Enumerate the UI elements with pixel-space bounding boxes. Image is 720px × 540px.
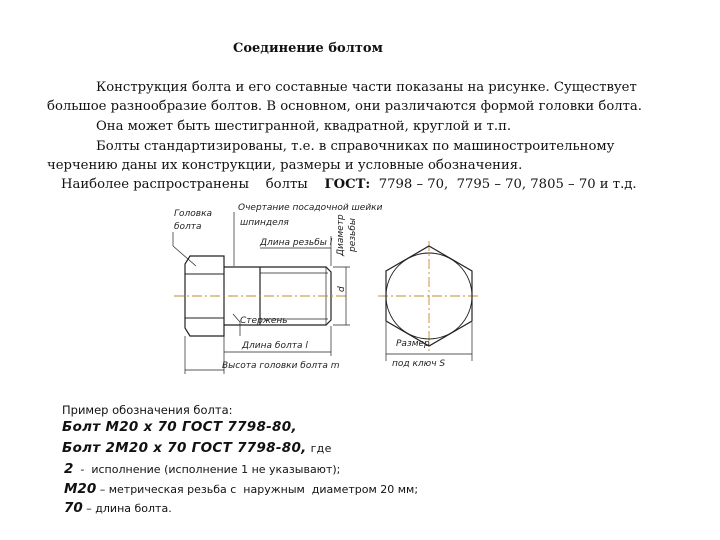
explanation-text: – метрическая резьба с наружным диаметром 20 мм;	[96, 483, 419, 496]
example-designation-2-code: Болт 2М20 х 70 ГОСТ 7798-80,	[62, 440, 307, 456]
label-wrench-1: Размер	[396, 339, 430, 349]
example-heading: Пример обозначения болта:	[62, 403, 233, 417]
bolt-drawing	[168, 196, 508, 386]
explanation-term: 70	[64, 500, 83, 516]
explanation-term: М20	[64, 481, 97, 497]
explanation-term: 2	[64, 461, 74, 477]
label-head-2: болта	[174, 222, 202, 232]
explanation-text: – длина болта.	[82, 502, 172, 515]
example-designation-1: Болт М20 х 70 ГОСТ 7798-80,	[62, 419, 297, 435]
label-d: d	[337, 286, 347, 292]
standards-numbers: 7798 – 70, 7795 – 70, 7805 – 70 и т.д.	[370, 177, 637, 192]
paragraph-line: большое разнообразие болтов. В основном, они различаются формой головки болта.	[47, 99, 642, 114]
explanation-line	[64, 500, 172, 516]
standards-line	[61, 177, 637, 192]
paragraph-line: Болты стандартизированы, т.е. в справочниках по машиностроительному	[96, 139, 615, 154]
label-head-1: Головка	[174, 209, 213, 219]
standards-prefix: Наиболее распространены болты	[61, 177, 325, 192]
explanation-line	[64, 461, 340, 477]
label-chamfer-2: шпинделя	[240, 218, 289, 228]
paragraph-line: Она может быть шестигранной, квадратной, круглой и т.п.	[96, 119, 512, 134]
label-shank: Стержень	[240, 316, 288, 326]
explanation-text: - исполнение (исполнение 1 не указывают);	[73, 463, 341, 476]
label-thread-diameter-2: резьбы	[348, 218, 358, 252]
gost-label: ГОСТ:	[324, 177, 371, 192]
example-designation-2	[62, 440, 332, 456]
page-title: Соединение болтом	[233, 41, 383, 56]
label-chamfer-1: Очертание посадочной шейки	[238, 203, 383, 213]
label-head-height: Высота головки болта m	[222, 361, 340, 371]
paragraph-line: черчению даны их конструкции, размеры и условные обозначения.	[47, 158, 523, 173]
example-where: где	[310, 442, 332, 455]
label-wrench-2: под ключ S	[392, 359, 446, 369]
label-thread-diameter-1: Диаметр	[336, 214, 346, 256]
paragraph-line: Конструкция болта и его составные части показаны на рисунке. Существует	[96, 80, 637, 95]
label-bolt-length: Длина болта l	[242, 341, 308, 351]
leader-head	[173, 232, 196, 266]
label-thread-length: Длина резьбы l	[260, 238, 333, 248]
explanation-line	[64, 481, 418, 497]
